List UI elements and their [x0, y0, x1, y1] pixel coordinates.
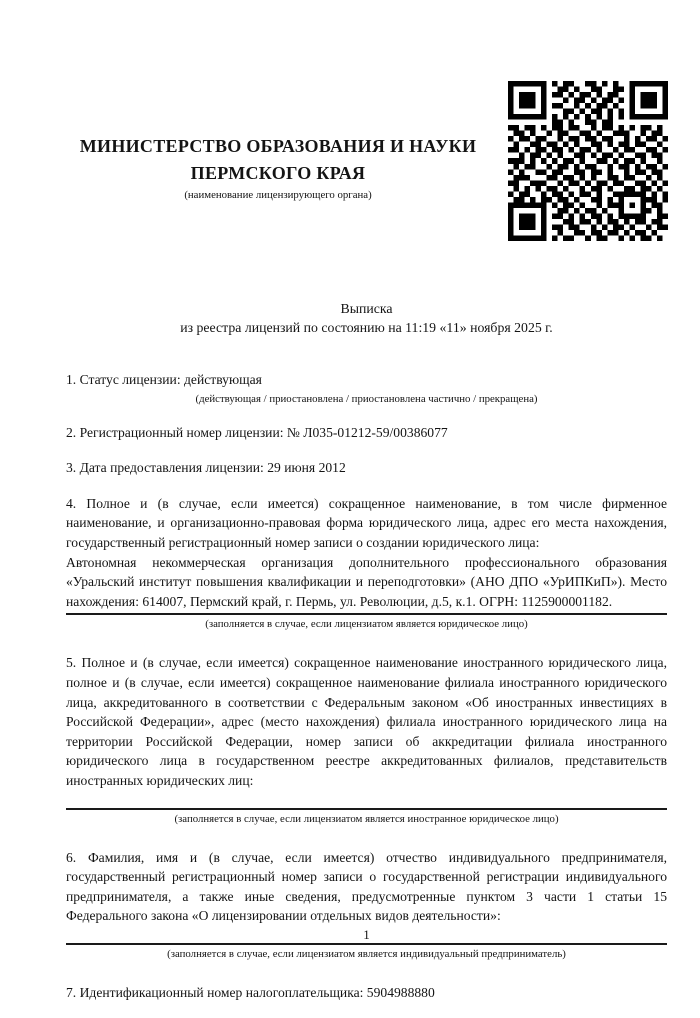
- item-grant-date: [66, 458, 667, 478]
- licensing-authority-name: [66, 133, 490, 187]
- document-content: [66, 0, 667, 1018]
- item-license-status: [66, 370, 667, 407]
- licensing-authority-line1: МИНИСТЕРСТВО ОБРАЗОВАНИЯ И НАУКИ: [79, 136, 477, 156]
- license-status-text: 1. Статус лицензии: действующая: [66, 372, 262, 387]
- document-title: [66, 299, 667, 337]
- entrepreneur-fill-line: [66, 943, 667, 945]
- page-number: 1: [363, 927, 370, 942]
- item-foreign-entity: [66, 653, 667, 826]
- foreign-entity-label: 5. Полное и (в случае, если имеется) сокращенное наименование иностранного юридического лица, полное и (в случае, если имеется) сокращенное наименование филиала иностранного юридического лица, аккредитованного в соответствии с Федеральным законом «Об иностранных инвестициях в Российской Федерации», адрес (место нахождения) филиала иностранного юридического лица на территории Российской Федерации, номер записи об аккредитации филиала иностранного юридического лица в государственном реестре аккредитованных филиалов, представительств иностранных юридических лиц:: [66, 655, 667, 788]
- document-title-line1: Выписка: [340, 301, 393, 316]
- foreign-entity-caption: (заполняется в случае, если лицензиатом является иностранное юридическое лицо): [174, 812, 559, 825]
- legal-entity-label: 4. Полное и (в случае, если имеется) сокращенное наименование, в том числе фирменное наименование, и организационно-правовая форма юридического лица, адрес его места нахождения, государственный регистрационный номер записи о создании юридического лица:: [66, 495, 667, 550]
- document-title-line2: из реестра лицензий по состоянию на 11:19 «11» ноября 2025 г.: [180, 320, 553, 335]
- entrepreneur-label: 6. Фамилия, имя и (в случае, если имеется) отчество индивидуального предпринимателя, государственный регистрационный номер записи о государственной регистрации индивидуального предпринимателя, а также иные сведения, предусмотренные пунктом 3 части 1 статьи 15 Федерального закона «О лицензировании отдельных видов деятельности»:: [66, 849, 667, 924]
- item-legal-entity: [66, 494, 667, 633]
- legal-entity-fill-line: [66, 613, 667, 615]
- registration-number-text: 2. Регистрационный номер лицензии: № Л035-01212-59/00386077: [66, 424, 448, 440]
- grant-date-text: 3. Дата предоставления лицензии: 29 июня 2012: [66, 460, 346, 476]
- entrepreneur-caption: (заполняется в случае, если лицензиатом является индивидуальный предприниматель): [167, 947, 566, 960]
- licensing-authority-line2: ПЕРМСКОГО КРАЯ: [190, 163, 366, 183]
- inn-text: 7. Идентификационный номер налогоплательщика: 5904988880: [66, 984, 435, 1000]
- legal-entity-caption: (заполняется в случае, если лицензиатом является юридическое лицо): [205, 618, 528, 631]
- license-status-caption: (действующая / приостановлена / приостановлена частично / прекращена): [195, 392, 538, 405]
- item-entrepreneur: [66, 848, 667, 962]
- item-registration-number: [66, 423, 667, 443]
- foreign-entity-fill-line: [66, 808, 667, 810]
- licensing-authority-caption: (наименование лицензирующего органа): [184, 189, 372, 201]
- legal-entity-value: Автономная некоммерческая организация дополнительного профессионального образования «Уральский институт повышения квалификации и переподготовки» (АНО ДПО «УрИПКиП»). Место нахождения: 614007, Пермский край, г. Пермь, ул. Революции, д.5, к.1. ОГРН: 1125900001182.: [66, 554, 667, 609]
- license-items: [66, 370, 667, 1002]
- item-inn: [66, 983, 667, 1003]
